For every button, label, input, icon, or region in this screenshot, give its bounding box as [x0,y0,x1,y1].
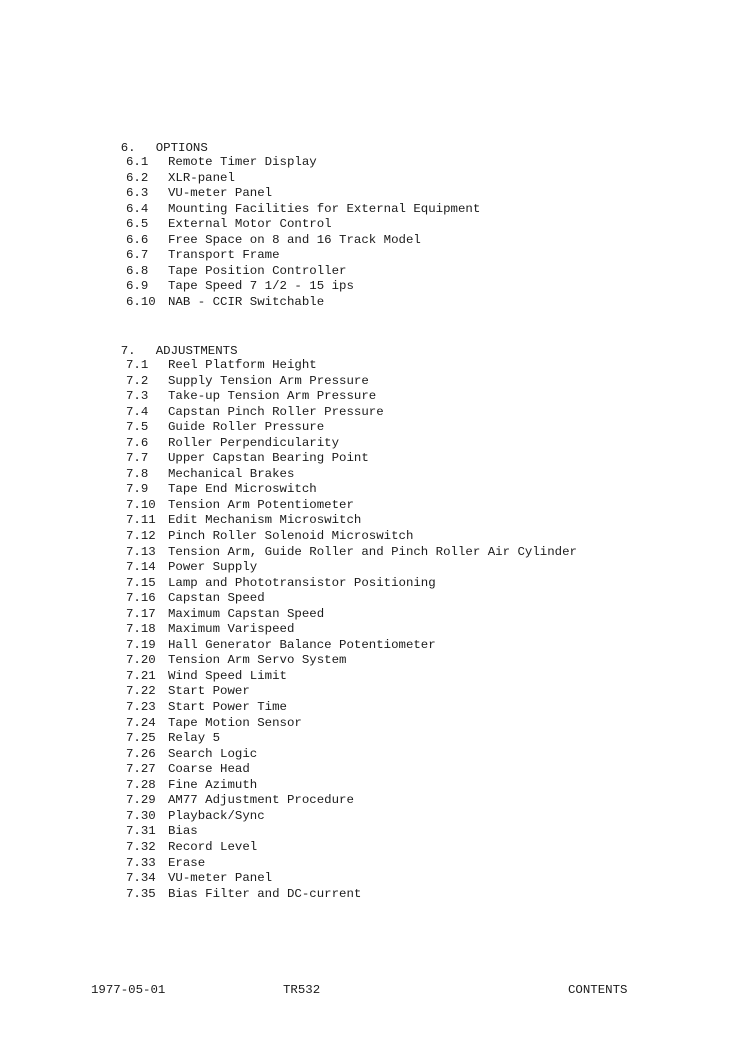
options-list [126,155,480,310]
toc-entry [126,684,577,700]
toc-entry-label: Tape Motion Sensor [168,715,302,730]
toc-entry [126,560,577,576]
toc-entry-number: 6.6 [126,232,149,247]
toc-entry-label: Fine Azimuth [168,777,258,792]
toc-entry-number: 7.19 [126,637,156,652]
toc-entry-label: NAB - CCIR Switchable [168,294,325,309]
toc-entry [126,731,577,747]
toc-entry-label: Tape Position Controller [168,263,347,278]
toc-entry [126,248,480,264]
toc-entry-number: 7.17 [126,606,156,621]
toc-entry [126,747,577,763]
toc-entry-number: 7.33 [126,855,156,870]
toc-entry [126,451,577,467]
toc-entry-number: 6.4 [126,201,149,216]
toc-entry-number: 7.14 [126,560,156,575]
toc-entry-label: Capstan Speed [168,591,265,606]
toc-entry [126,171,480,187]
toc-entry [126,420,577,436]
toc-entry-label: Bias [168,824,198,839]
toc-entry-label: Start Power [168,684,250,699]
toc-entry-number: 6.3 [126,186,149,201]
toc-entry-number: 7.3 [126,389,149,404]
toc-entry-label: Relay 5 [168,731,221,746]
toc-entry [126,405,577,421]
toc-entry-label: Record Level [168,839,258,854]
toc-entry [126,778,577,794]
adjustments-list [126,358,577,902]
toc-entry-label: Tension Arm Potentiometer [168,497,354,512]
toc-entry [126,436,577,452]
toc-entry-label: Coarse Head [168,762,250,777]
toc-entry-label: Maximum Capstan Speed [168,606,325,621]
toc-entry [126,607,577,623]
footer-date: 1977-05-01 [91,983,166,997]
toc-entry [126,856,577,872]
toc-entry-number: 6.5 [126,217,149,232]
toc-entry-label: Supply Tension Arm Pressure [168,373,369,388]
toc-entry [126,622,577,638]
toc-entry-label: Mounting Facilities for External Equipment [168,201,481,216]
toc-entry-label: Free Space on 8 and 16 Track Model [168,232,421,247]
toc-entry-number: 7.35 [126,886,156,901]
toc-entry [126,716,577,732]
toc-entry [126,498,577,514]
toc-entry-number: 7.24 [126,715,156,730]
toc-entry [126,155,480,171]
toc-entry [126,389,577,405]
section-number: 6. [120,141,136,155]
toc-entry-number: 7.1 [126,358,149,372]
toc-entry [126,186,480,202]
toc-entry-label: Start Power Time [168,700,287,715]
toc-entry-label: Power Supply [168,560,258,575]
toc-entry-label: Lamp and Phototransistor Positioning [168,575,436,590]
toc-entry-label: Take-up Tension Arm Pressure [168,389,377,404]
toc-entry-label: Upper Capstan Bearing Point [168,451,369,466]
toc-entry-number: 7.23 [126,700,156,715]
toc-entry-number: 7.15 [126,575,156,590]
toc-entry-number: 7.10 [126,497,156,512]
toc-entry [126,295,480,311]
toc-entry-label: Remote Timer Display [168,155,317,169]
toc-entry-number: 7.21 [126,668,156,683]
section-title: ADJUSTMENTS [155,344,238,358]
toc-entry [126,279,480,295]
toc-entry [126,529,577,545]
toc-entry [126,824,577,840]
toc-entry [126,264,480,280]
toc-entry-label: Search Logic [168,746,258,761]
toc-entry-number: 6.2 [126,170,149,185]
toc-entry-number: 7.5 [126,420,149,435]
toc-entry-number: 7.30 [126,808,156,823]
toc-entry [126,669,577,685]
toc-entry [126,700,577,716]
toc-entry-number: 7.26 [126,746,156,761]
toc-entry [126,840,577,856]
toc-entry-label: Playback/Sync [168,808,265,823]
toc-entry [126,576,577,592]
toc-entry-label: Tension Arm, Guide Roller and Pinch Roller Air Cylinder [168,544,577,559]
toc-entry-number: 7.34 [126,871,156,886]
toc-entry [126,887,577,903]
toc-entry [126,762,577,778]
toc-entry-label: Bias Filter and DC-current [168,886,362,901]
toc-entry-number: 7.6 [126,435,149,450]
section-title: OPTIONS [155,141,208,155]
toc-entry-label: Roller Perpendicularity [168,435,340,450]
toc-entry-number: 7.31 [126,824,156,839]
toc-entry-label: Capstan Pinch Roller Pressure [168,404,384,419]
toc-entry-number: 6.9 [126,279,149,294]
toc-entry-number: 7.32 [126,839,156,854]
toc-entry-label: Maximum Varispeed [168,622,295,637]
toc-entry-label: Hall Generator Balance Potentiometer [168,637,436,652]
toc-entry-number: 7.18 [126,622,156,637]
toc-entry-number: 7.22 [126,684,156,699]
toc-entry-number: 7.13 [126,544,156,559]
toc-entry-label: Guide Roller Pressure [168,420,325,435]
footer-section-name: CONTENTS [568,983,628,997]
toc-entry [126,638,577,654]
toc-entry [126,358,577,374]
toc-entry-label: VU-meter Panel [168,186,273,201]
footer-document-id: TR532 [283,983,321,997]
toc-entry-label: External Motor Control [168,217,332,232]
toc-entry-number: 7.2 [126,373,149,388]
toc-entry [126,513,577,529]
toc-entry-number: 7.12 [126,529,156,544]
toc-entry-label: XLR-panel [168,170,235,185]
toc-entry [126,545,577,561]
toc-entry-number: 6.1 [126,155,149,169]
toc-entry-label: Wind Speed Limit [168,668,287,683]
toc-entry [126,482,577,498]
section-number: 7. [120,344,136,358]
toc-entry-number: 7.16 [126,591,156,606]
toc-entry-label: Edit Mechanism Microswitch [168,513,362,528]
toc-entry-number: 6.7 [126,248,149,263]
toc-entry-number: 7.11 [126,513,156,528]
toc-entry-number: 7.29 [126,793,156,808]
toc-entry-number: 6.10 [126,294,156,309]
toc-entry-label: AM77 Adjustment Procedure [168,793,354,808]
toc-entry [126,374,577,390]
toc-entry-label: Mechanical Brakes [168,466,295,481]
toc-entry [126,467,577,483]
toc-entry-label: VU-meter Panel [168,871,273,886]
toc-entry-number: 7.4 [126,404,149,419]
toc-entry-label: Erase [168,855,206,870]
toc-entry-label: Tape Speed 7 1/2 - 15 ips [168,279,354,294]
toc-entry-number: 7.9 [126,482,149,497]
toc-entry-number: 7.28 [126,777,156,792]
toc-entry [126,871,577,887]
toc-entry [126,653,577,669]
toc-entry-label: Transport Frame [168,248,280,263]
toc-entry-label: Tape End Microswitch [168,482,317,497]
toc-entry-number: 6.8 [126,263,149,278]
toc-entry [126,591,577,607]
toc-entry [126,217,480,233]
toc-entry-number: 7.8 [126,466,149,481]
toc-entry-number: 7.25 [126,731,156,746]
toc-entry [126,793,577,809]
toc-entry-label: Pinch Roller Solenoid Microswitch [168,529,414,544]
toc-entry [126,202,480,218]
toc-entry [126,809,577,825]
toc-entry-label: Reel Platform Height [168,358,317,372]
toc-entry [126,233,480,249]
toc-entry-number: 7.7 [126,451,149,466]
toc-entry-number: 7.20 [126,653,156,668]
toc-entry-label: Tension Arm Servo System [168,653,347,668]
toc-entry-number: 7.27 [126,762,156,777]
